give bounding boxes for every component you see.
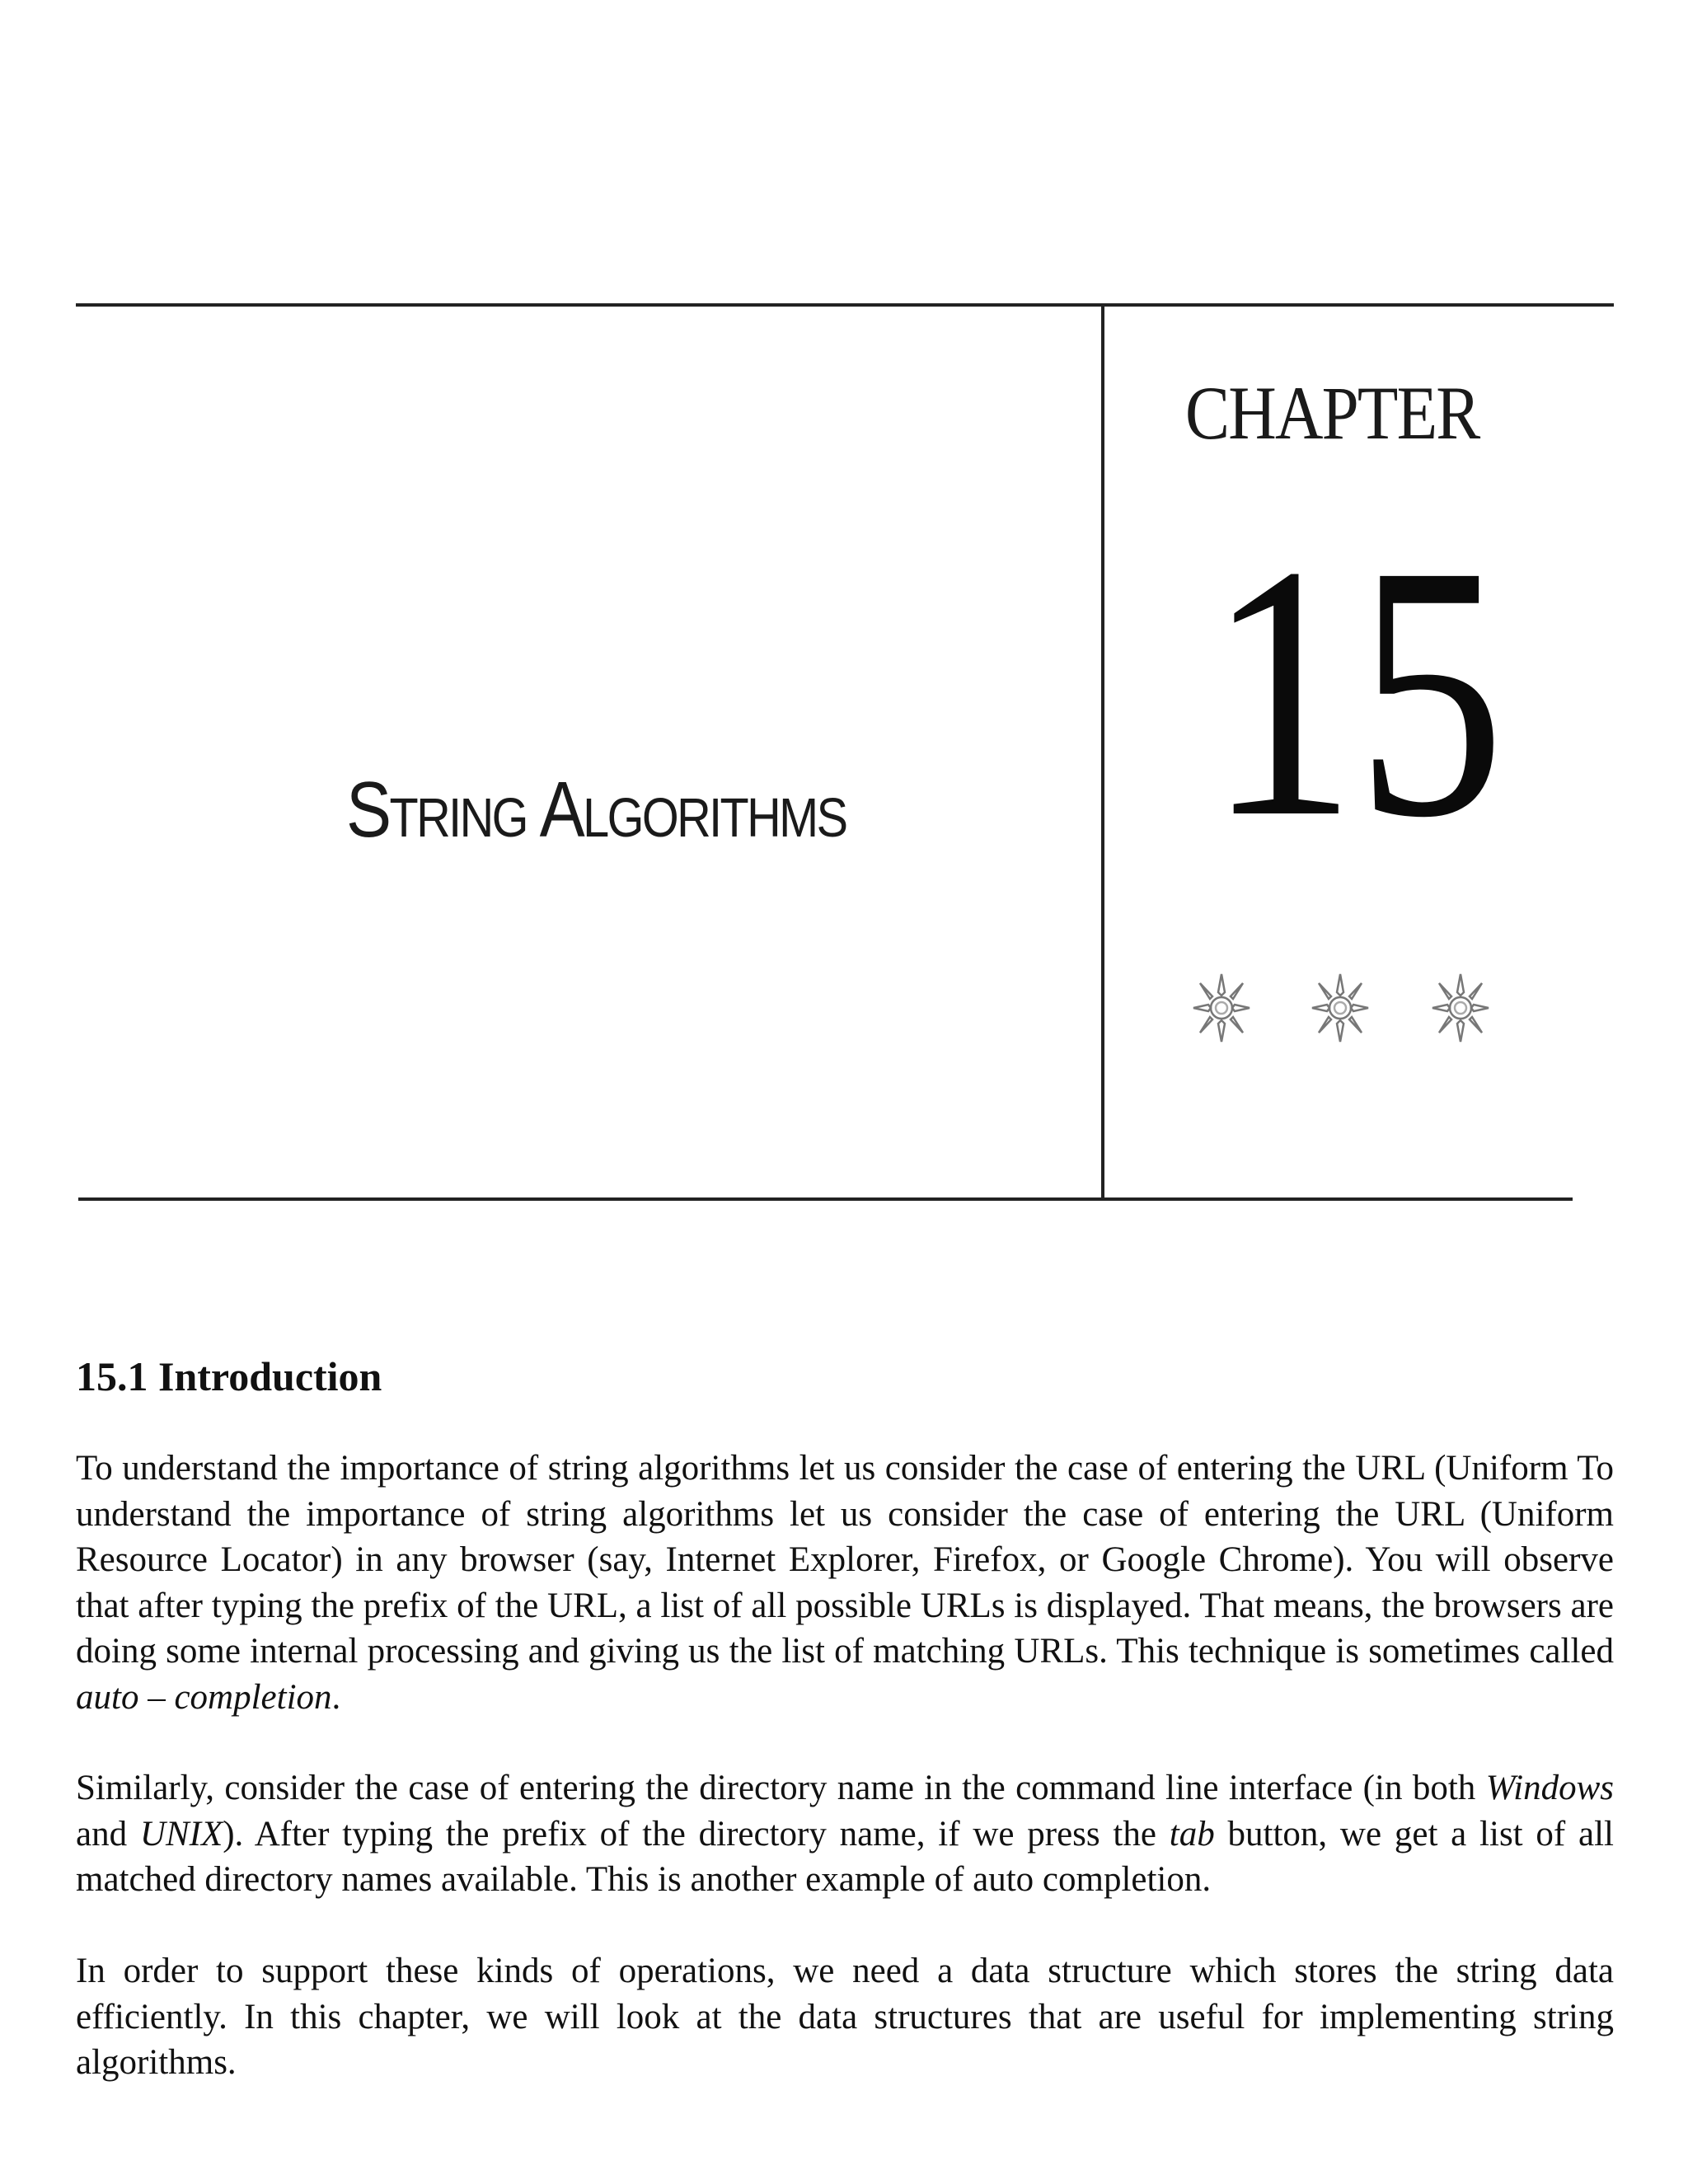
- sun-ornament-icon: [1431, 971, 1490, 1045]
- sun-ornament-icon: [1311, 971, 1370, 1045]
- intro-paragraph-1: [76, 1446, 1614, 1720]
- paragraph-text: .: [331, 1677, 341, 1717]
- chapter-top-rule: [76, 303, 1614, 307]
- chapter-number: 15: [1207, 491, 1505, 893]
- chapter-divider-rule: [1101, 303, 1104, 1201]
- chapter-bottom-rule: [78, 1197, 1573, 1201]
- chapter-label: CHAPTER: [1185, 371, 1479, 455]
- paragraph-text: ). After typing the prefix of the directory name, if we press the: [223, 1814, 1170, 1854]
- sun-ornament-icon: [1192, 971, 1251, 1045]
- italic-term: auto – completion: [76, 1677, 332, 1717]
- paragraph-text: To understand the importance of string algorithms let us consider the case of entering the URL (Uniform To understand the importance of string algorithms let us consider the case of entering the URL (Uniform Resource Locator) in any browser (say, Internet Explorer, Firefox, or Google Chrome). You will observe that after typing the prefix of the URL, a list of all possible URLs is displayed. That means, the browsers are doing some internal processing and giving us the list of matching URLs. This technique is sometimes called: [76, 1449, 1614, 1671]
- paragraph-text: and: [76, 1814, 140, 1854]
- paragraph-text: In order to support these kinds of operations, we need a data structure which stores the string data efficiently. In this chapter, we will look at the data structures that are useful for implementing string algorithms.: [76, 1952, 1614, 2082]
- italic-term: tab: [1169, 1814, 1215, 1854]
- chapter-title: String Algorithms: [346, 766, 846, 854]
- intro-paragraph-3: [76, 1948, 1614, 2086]
- intro-paragraph-2: [76, 1765, 1614, 1903]
- paragraph-text: button, we get a list of all matched directory names available. This is another example of auto completion.: [76, 1814, 1615, 1899]
- paragraph-text: Similarly, consider the case of entering the directory name in the command line interface (in both: [76, 1769, 1486, 1807]
- italic-term: UNIX: [139, 1814, 223, 1854]
- section-heading: 15.1 Introduction: [76, 1353, 382, 1399]
- italic-term: Windows: [1485, 1769, 1614, 1807]
